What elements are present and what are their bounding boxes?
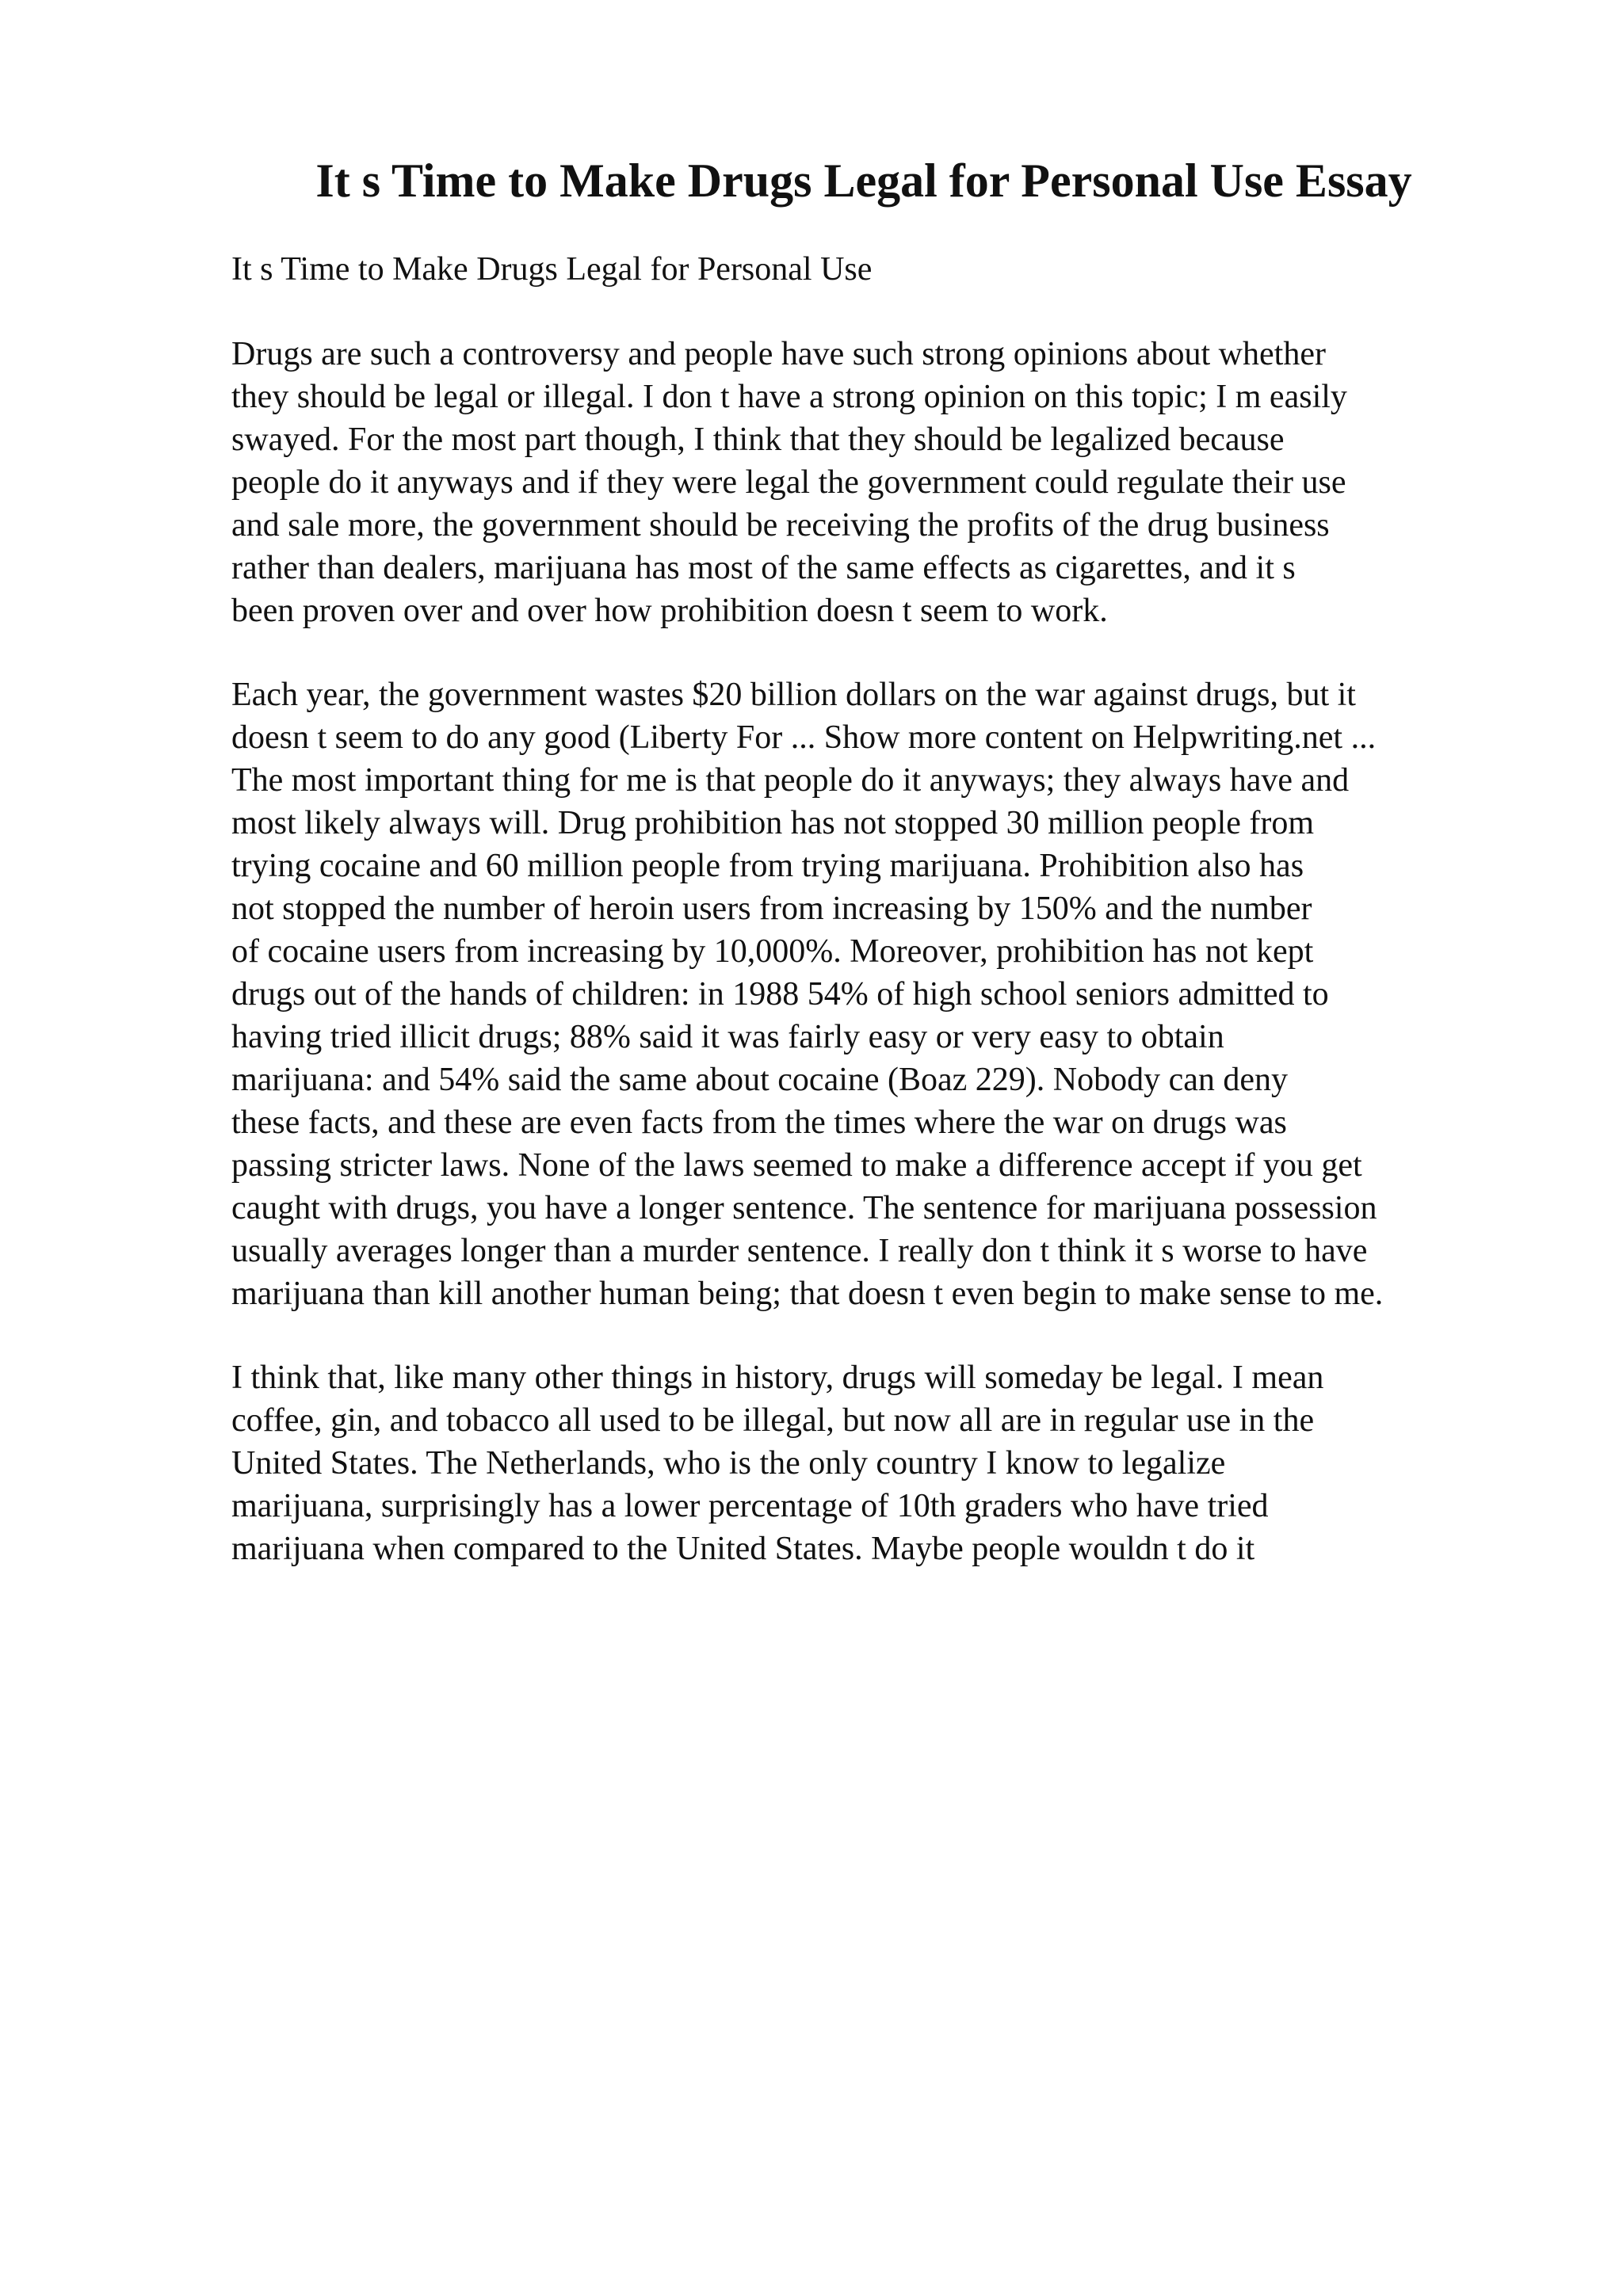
paragraph-line: they should be legal or illegal. I don t have a strong opinion on this topic; I m easily [231,379,1347,415]
paragraph-line: United States. The Netherlands, who is the only country I know to legalize [231,1445,1226,1482]
paragraph-line: usually averages longer than a murder sentence. I really don t think it s worse to have [231,1233,1368,1269]
paragraph-1 [231,333,1347,632]
paragraph-line: passing stricter laws. None of the laws seemed to make a difference accept if you get [231,1147,1362,1184]
paragraph-line: doesn t seem to do any good (Liberty For ... Show more content on Helpwriting.net ... [231,719,1377,756]
paragraph-line: marijuana, surprisingly has a lower percentage of 10th graders who have tried [231,1488,1269,1524]
paragraph-line: and sale more, the government should be receiving the profits of the drug business [231,507,1330,543]
paragraph-3 [231,1356,1323,1570]
paragraph-line: rather than dealers, marijuana has most of the same effects as cigarettes, and it s [231,550,1296,586]
paragraph-2 [231,673,1383,1315]
paragraph-line: people do it anyways and if they were legal the government could regulate their use [231,464,1346,501]
paragraph-line: most likely always will. Drug prohibition has not stopped 30 million people from [231,805,1315,841]
paragraph-line: Drugs are such a controversy and people have such strong opinions about whether [231,336,1326,372]
paragraph-line: been proven over and over how prohibition doesn t seem to work. [231,593,1108,629]
paragraph-line: marijuana than kill another human being; that doesn t even begin to make sense to me. [231,1276,1384,1312]
paragraph-line: trying cocaine and 60 million people from trying marijuana. Prohibition also has [231,848,1304,884]
paragraph-line: coffee, gin, and tobacco all used to be illegal, but now all are in regular use in the [231,1402,1315,1439]
paragraph-line: The most important thing for me is that people do it anyways; they always have and [231,762,1350,799]
paragraph-line: marijuana: and 54% said the same about cocaine (Boaz 229). Nobody can deny [231,1062,1289,1098]
paragraph-line: drugs out of the hands of children: in 1988 54% of high school seniors admitted to [231,976,1329,1013]
document-subtitle: It s Time to Make Drugs Legal for Personal Use [231,251,873,288]
paragraph-line: I think that, like many other things in history, drugs will someday be legal. I mean [231,1360,1324,1396]
paragraph-line: swayed. For the most part though, I think that they should be legalized because [231,421,1285,458]
paragraph-line: caught with drugs, you have a longer sentence. The sentence for marijuana possession [231,1190,1377,1226]
paragraph-line: marijuana when compared to the United States. Maybe people wouldn t do it [231,1531,1255,1567]
paragraph-line: having tried illicit drugs; 88% said it was fairly easy or very easy to obtain [231,1019,1224,1055]
paragraph-line: not stopped the number of heroin users from increasing by 150% and the number [231,891,1312,927]
paragraph-line: of cocaine users from increasing by 10,000%. Moreover, prohibition has not kept [231,933,1314,970]
paragraph-line: these facts, and these are even facts from the times where the war on drugs was [231,1104,1287,1141]
document-title: It s Time to Make Drugs Legal for Personal Use Essay [315,154,1412,207]
paragraph-line: Each year, the government wastes $20 billion dollars on the war against drugs, but it [231,677,1356,713]
